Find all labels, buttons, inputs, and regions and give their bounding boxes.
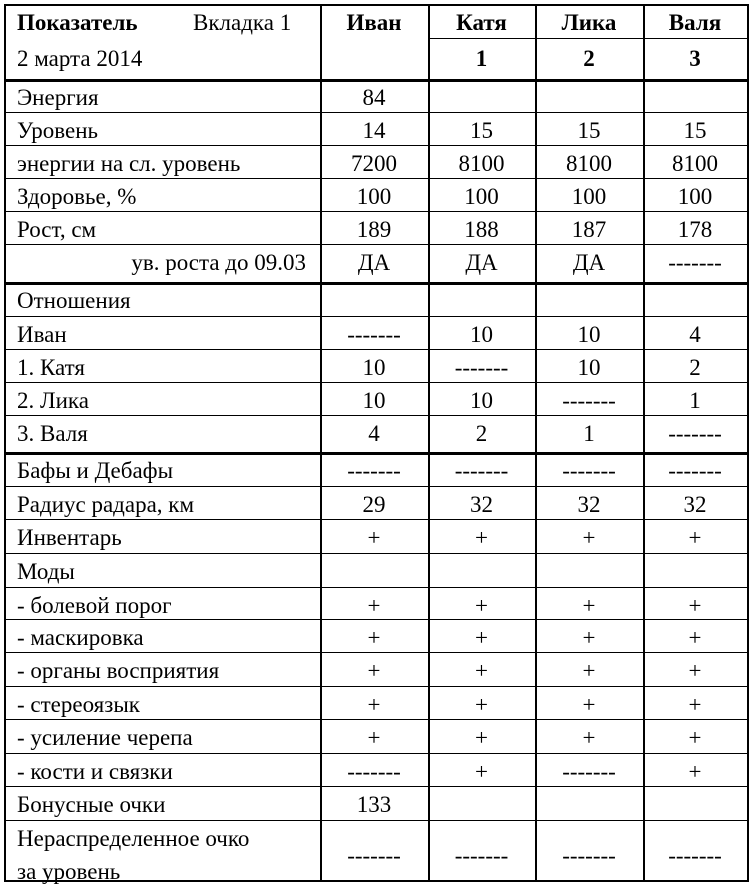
- row-divider: [6, 519, 747, 520]
- row-value: -------: [668, 421, 722, 446]
- row-divider: [6, 244, 747, 245]
- row-value: +: [475, 625, 488, 650]
- row-value: +: [688, 658, 702, 683]
- row-value: -------: [668, 843, 722, 868]
- row-divider: [6, 686, 747, 687]
- row-value: -------: [454, 843, 509, 868]
- row-value: -------: [347, 843, 401, 868]
- row-value: 10: [577, 355, 601, 380]
- row-divider: [6, 753, 747, 754]
- row-value: -------: [347, 759, 401, 784]
- row-label: Рост, см: [17, 217, 97, 242]
- row-divider: [6, 486, 747, 487]
- row-divider: [6, 786, 747, 787]
- row-label: за уровень: [17, 859, 121, 884]
- row-divider: [6, 553, 747, 554]
- row-label: - кости и связки: [17, 759, 173, 784]
- row-divider: [6, 382, 747, 383]
- row-value: -------: [454, 458, 509, 483]
- row-value: +: [688, 525, 702, 550]
- row-label: - стереоязык: [17, 692, 140, 717]
- row-value: 4: [368, 421, 380, 446]
- row-label: Инвентарь: [17, 525, 122, 550]
- row-label: 2. Лика: [17, 388, 89, 413]
- row-value: 178: [677, 217, 713, 242]
- row-value: +: [582, 525, 596, 550]
- row-value: 10: [470, 322, 493, 347]
- row-value: +: [475, 593, 488, 618]
- row-value: +: [475, 725, 488, 750]
- row-value: 15: [683, 118, 707, 143]
- row-value: 1: [583, 421, 595, 446]
- row-value: 32: [577, 492, 601, 517]
- row-value: 2: [475, 421, 488, 446]
- row-value: 29: [362, 492, 386, 517]
- row-value: ДА: [357, 250, 391, 275]
- row-label: Бонусные очки: [17, 792, 166, 817]
- row-value: +: [688, 759, 702, 784]
- row-value: +: [475, 759, 488, 784]
- row-value: 15: [470, 118, 493, 143]
- row-label: Радиус радара, км: [17, 492, 195, 517]
- row-value: -------: [562, 388, 616, 413]
- row-value: -------: [347, 458, 401, 483]
- row-value: 32: [470, 492, 493, 517]
- row-label: Бафы и Дебафы: [17, 458, 174, 483]
- column-header-valya-number: 3: [689, 46, 701, 71]
- row-value: 15: [577, 118, 601, 143]
- row-divider: [6, 619, 747, 620]
- row-label: Здоровье, %: [17, 184, 137, 209]
- row-value: 188: [464, 217, 499, 242]
- row-label: - болевой порог: [17, 593, 172, 618]
- row-divider: [6, 587, 747, 588]
- column-header-valya: Валя: [668, 10, 722, 35]
- row-value: +: [688, 692, 702, 717]
- row-value: 84: [362, 85, 386, 110]
- row-value: 10: [470, 388, 493, 413]
- row-value: +: [688, 625, 702, 650]
- row-value: 8100: [566, 151, 612, 176]
- row-value: +: [688, 593, 702, 618]
- row-value: -------: [668, 458, 722, 483]
- column-header-katya-number: 1: [475, 46, 488, 71]
- row-value: +: [582, 625, 596, 650]
- row-value: 100: [464, 184, 499, 209]
- row-value: -------: [454, 355, 509, 380]
- row-value: 8100: [672, 151, 718, 176]
- row-label: Отношения: [17, 288, 131, 313]
- row-label: 1. Катя: [17, 355, 85, 380]
- row-divider: [6, 349, 747, 350]
- row-label: Моды: [17, 559, 75, 584]
- row-value: ДА: [572, 250, 606, 275]
- row-label: - усиление черепа: [17, 725, 193, 750]
- row-value: 7200: [351, 151, 397, 176]
- indicator-header: Показатель: [17, 10, 138, 35]
- row-divider: [6, 178, 747, 179]
- row-divider: [6, 719, 747, 720]
- row-label: Нераспределенное очко: [17, 826, 250, 851]
- row-value: ДА: [465, 250, 498, 275]
- row-value: +: [475, 525, 488, 550]
- tab-label: Вкладка 1: [193, 10, 292, 35]
- row-value: 189: [356, 217, 392, 242]
- column-header-katya: Катя: [456, 10, 507, 35]
- row-value: 100: [356, 184, 392, 209]
- column-header-lika-number: 2: [583, 46, 595, 71]
- row-value: 14: [362, 118, 386, 143]
- row-value: +: [582, 593, 596, 618]
- row-value: +: [367, 658, 381, 683]
- row-divider: [6, 211, 747, 212]
- row-value: 4: [689, 322, 701, 347]
- row-label: - маскировка: [17, 625, 144, 650]
- row-value: +: [367, 625, 381, 650]
- row-value: 100: [571, 184, 607, 209]
- row-divider: [6, 652, 747, 653]
- row-label: Уровень: [17, 118, 98, 143]
- column-header-lika: Лика: [561, 10, 617, 35]
- row-value: 1: [689, 388, 701, 413]
- header-date: 2 марта 2014: [17, 46, 143, 71]
- row-divider: [6, 316, 747, 317]
- row-value: -------: [562, 843, 616, 868]
- row-divider: [6, 112, 747, 113]
- row-value: +: [688, 725, 702, 750]
- row-value: +: [582, 658, 596, 683]
- row-label: Иван: [17, 322, 67, 347]
- row-value: +: [367, 725, 381, 750]
- row-value: 2: [689, 355, 701, 380]
- row-value: 10: [362, 388, 386, 413]
- row-value: +: [367, 692, 381, 717]
- row-label: 3. Валя: [17, 421, 88, 446]
- row-value: +: [475, 692, 488, 717]
- row-label: Энергия: [17, 85, 99, 110]
- row-label: энергии на сл. уровень: [17, 151, 241, 176]
- row-value: -------: [562, 458, 616, 483]
- row-value: 100: [677, 184, 713, 209]
- row-value: 10: [577, 322, 601, 347]
- row-divider: [6, 282, 747, 285]
- column-header-ivan: Иван: [346, 10, 402, 35]
- row-value: 10: [362, 355, 386, 380]
- row-value: +: [367, 593, 381, 618]
- row-value: 32: [683, 492, 707, 517]
- row-value: 187: [571, 217, 607, 242]
- row-label: - органы восприятия: [17, 658, 220, 683]
- row-divider: [6, 145, 747, 146]
- row-value: -------: [347, 322, 401, 347]
- row-value: -------: [668, 250, 722, 275]
- stats-table: [4, 4, 749, 882]
- row-divider: [6, 820, 747, 821]
- row-divider: [6, 452, 747, 455]
- row-divider: [6, 415, 747, 416]
- row-value: -------: [562, 759, 616, 784]
- row-value: +: [475, 658, 488, 683]
- row-label: ув. роста до 09.03: [131, 250, 306, 275]
- row-value: 133: [356, 792, 392, 817]
- row-value: +: [582, 725, 596, 750]
- row-divider: [6, 79, 747, 82]
- row-value: +: [582, 692, 596, 717]
- row-value: +: [367, 525, 381, 550]
- header-divider: [428, 38, 747, 39]
- row-value: 8100: [458, 151, 505, 176]
